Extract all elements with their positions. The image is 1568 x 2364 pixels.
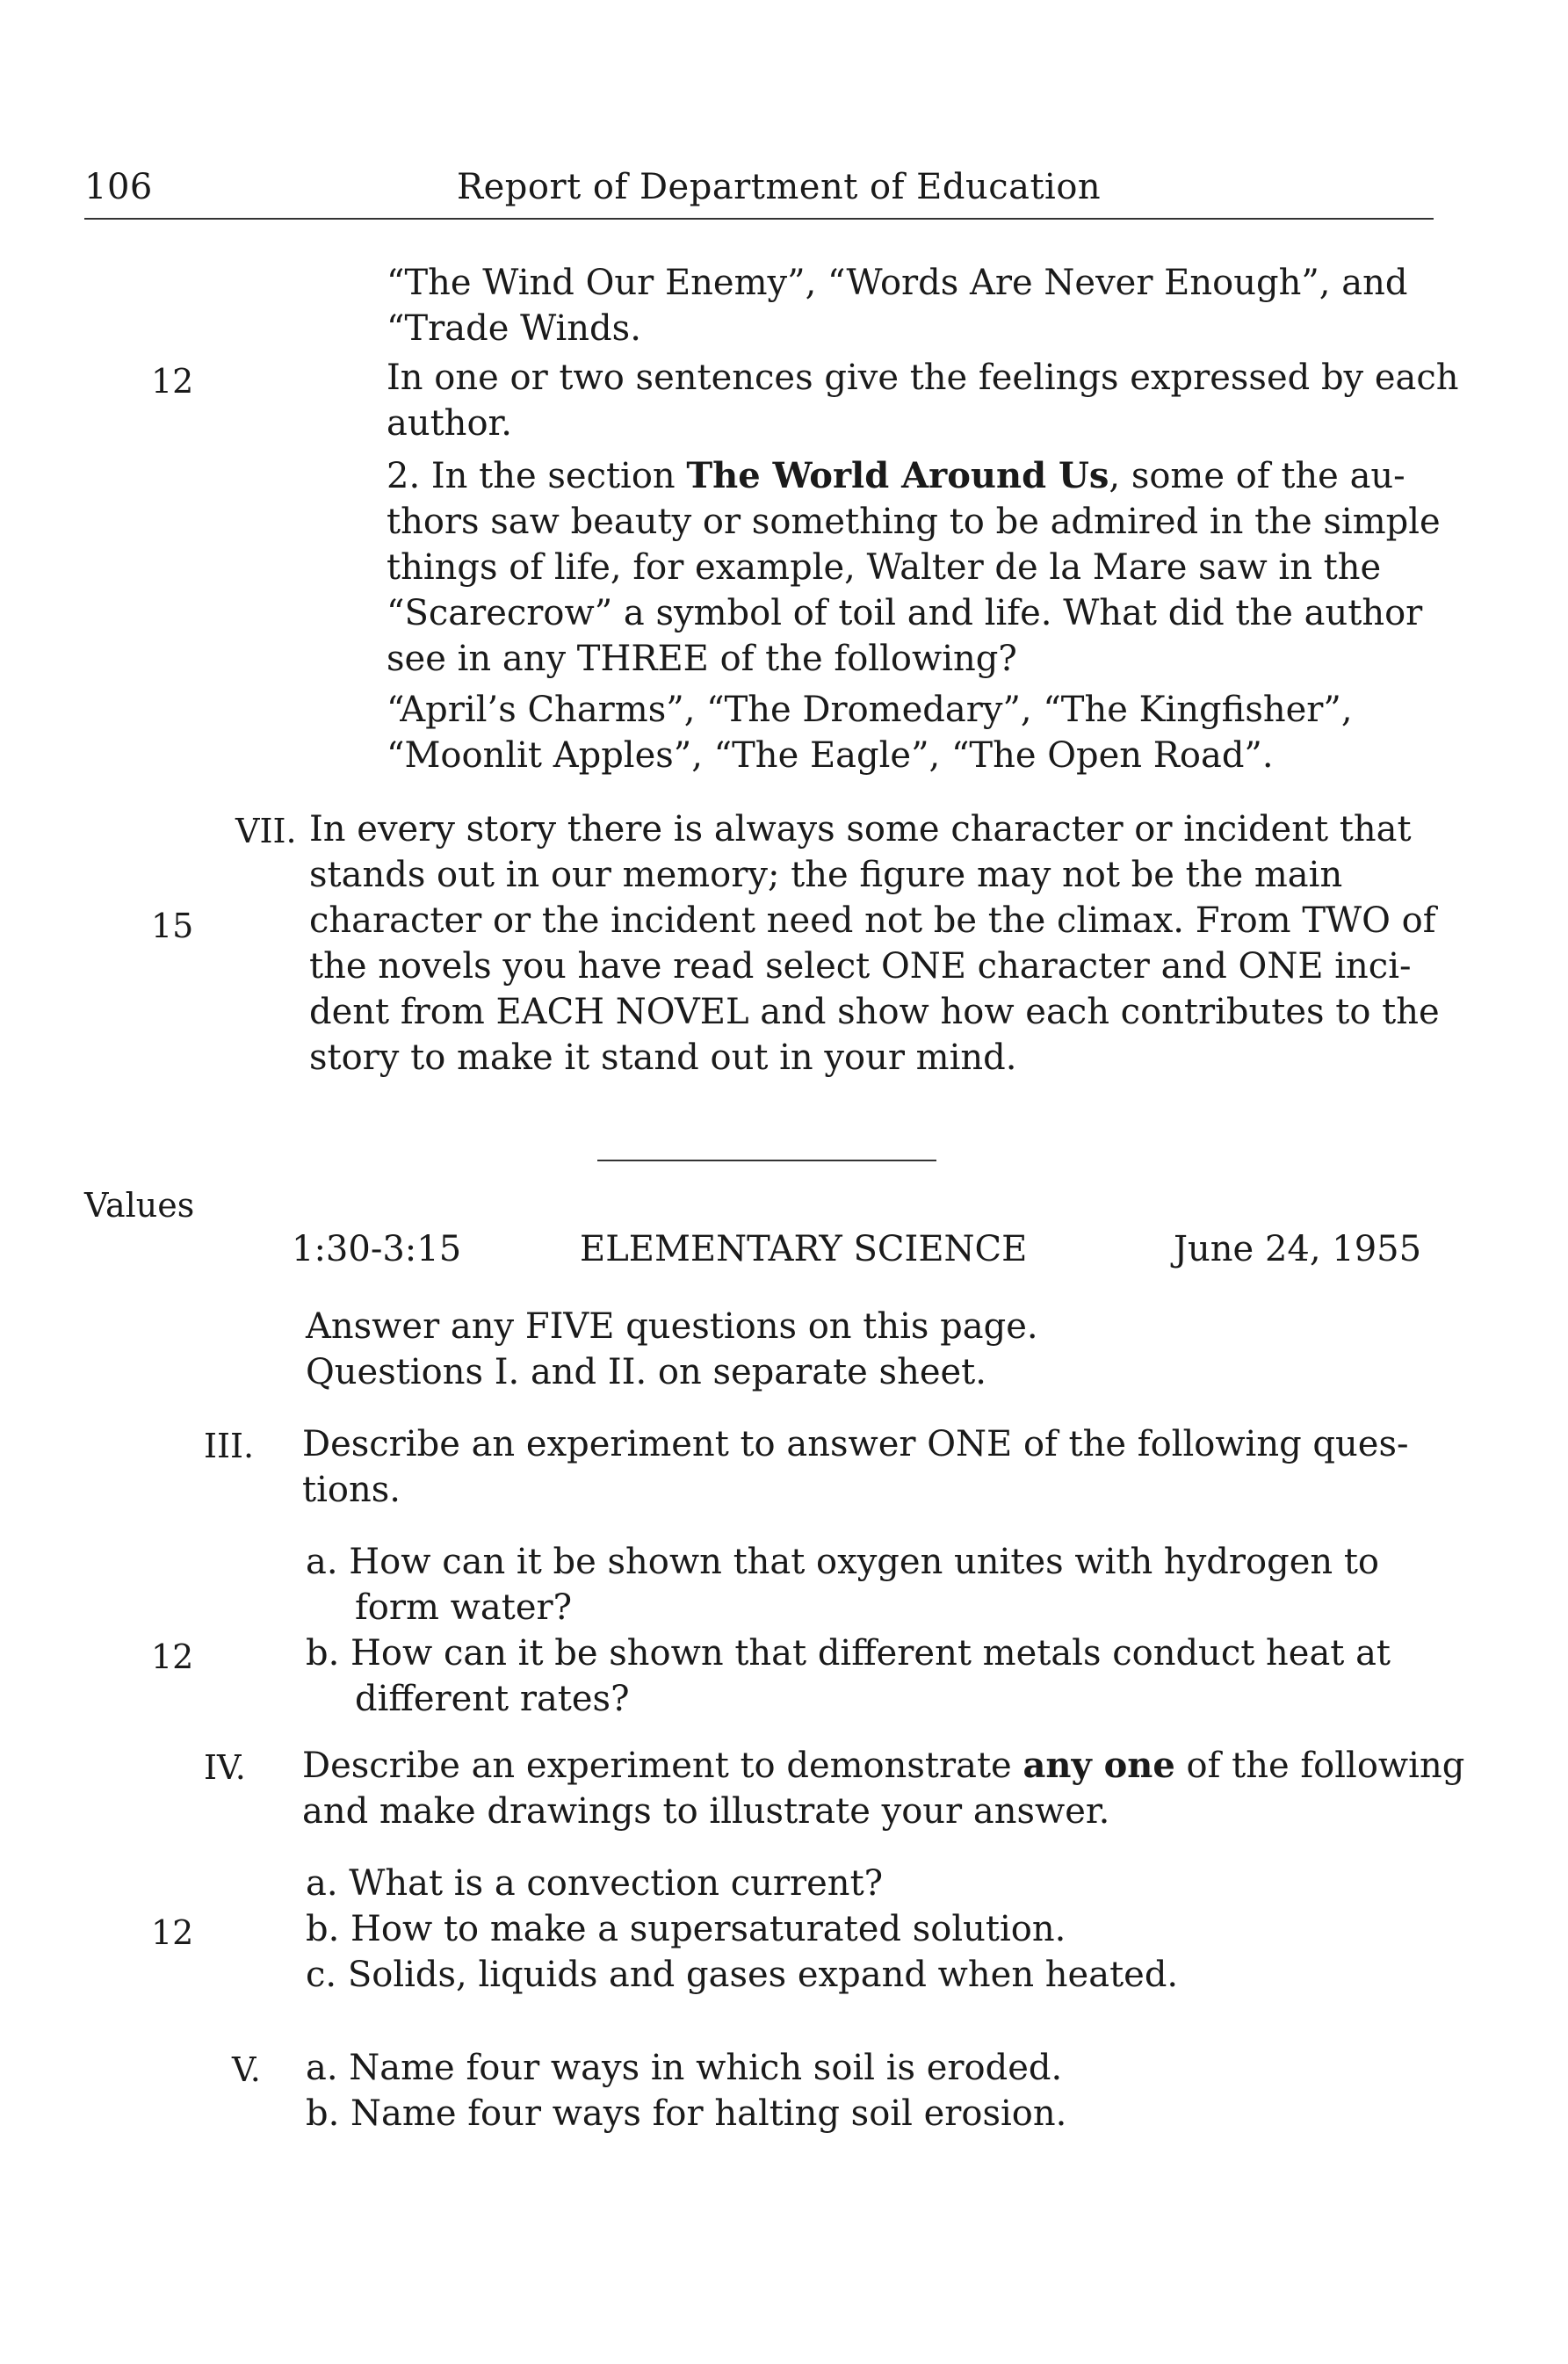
text-line: tions. [302,1470,401,1510]
q5-items [306,2045,1066,2136]
text-line: form water? [355,1587,573,1628]
q3-stem [302,1421,1409,1513]
text-line: and make drawings to illustrate your answer. [302,1791,1110,1832]
text-line: different rates? [355,1679,630,1719]
text-line: Describe an experiment to answer ONE of the following ques- [302,1424,1409,1464]
text-line: In one or two sentences give the feelings expressed by each [387,358,1459,398]
text-line: In every story there is always some character or incident that [309,809,1412,849]
list-item: a. Name four ways in which soil is eroded. [306,2048,1063,2088]
section-separator [597,1160,936,1161]
exam-subject: ELEMENTARY SCIENCE [580,1229,1028,1269]
text-line: thors saw beauty or something to be admired in the simple [387,502,1441,542]
question-numeral: IV. [204,1748,246,1787]
instructions [306,1304,1038,1395]
question-value: 12 [151,1637,194,1676]
text-line: “Trade Winds. [387,308,641,349]
text-line: b. How can it be shown that different metals conduct heat at [306,1633,1391,1674]
text-line: dent from EACH NOVEL and show how each contributes to the [309,992,1440,1032]
question-value: 15 [151,907,194,945]
q3-item-b [306,1630,1391,1722]
list-item: a. What is a convection current? [306,1863,884,1904]
question-numeral: III. [204,1427,255,1465]
text-line: character or the incident need not be the climax. From TWO of [309,900,1436,941]
list-item: b. How to make a supersaturated solution. [306,1909,1066,1949]
emphasis: any one [1022,1745,1175,1786]
text-line: Describe an experiment to demonstrate any one of the following [302,1745,1465,1786]
list-item: b. Name four ways for halting soil erosion. [306,2093,1067,2134]
vi-question-2 [387,453,1441,682]
text-line: story to make it stand out in your mind. [309,1037,1017,1078]
question-numeral: VII. [235,812,297,850]
page-number: 106 [84,167,153,207]
running-title: Report of Department of Education [457,167,1102,207]
text-line: things of life, for example, Walter de la Mare saw in the [387,547,1382,588]
question-value: 12 [151,362,194,401]
text-line: “April’s Charms”, “The Dromedary”, “The Kingfisher”, [387,690,1353,730]
question-value: 12 [151,1913,194,1952]
section-name: The World Around Us [686,455,1109,496]
text-line: “Scarecrow” a symbol of toil and life. What did the author [387,593,1423,633]
exam-date: June 24, 1955 [1174,1229,1422,1269]
text-line: Questions I. and II. on separate sheet. [306,1352,986,1392]
vi-lines-b [387,355,1459,446]
text-line: “Moonlit Apples”, “The Eagle”, “The Open Road”. [387,735,1274,776]
vi-titles [387,687,1353,778]
q3-item-a [306,1539,1379,1630]
text-line: Answer any FIVE questions on this page. [306,1306,1038,1347]
text-line: the novels you have read select ONE character and ONE inci- [309,946,1412,987]
values-label: Values [84,1186,195,1225]
text-line: author. [387,403,512,444]
question-numeral: V. [232,2050,261,2089]
text-line: “The Wind Our Enemy”, “Words Are Never Enough”, and [387,263,1408,303]
header-rule [84,218,1434,220]
text-line: 2. In the section The World Around Us, some of the au- [387,455,1405,496]
text-line: a. How can it be shown that oxygen unites with hydrogen to [306,1542,1380,1582]
text-line: stands out in our memory; the figure may not be the main [309,855,1343,895]
exam-time: 1:30-3:15 [292,1229,462,1269]
vii-text [309,806,1440,1081]
q4-items [306,1861,1178,1998]
text-line: see in any THREE of the following? [387,639,1017,679]
q4-stem [302,1743,1464,1834]
list-item: c. Solids, liquids and gases expand when heated. [306,1955,1179,1995]
vi-lines-a [387,260,1407,351]
